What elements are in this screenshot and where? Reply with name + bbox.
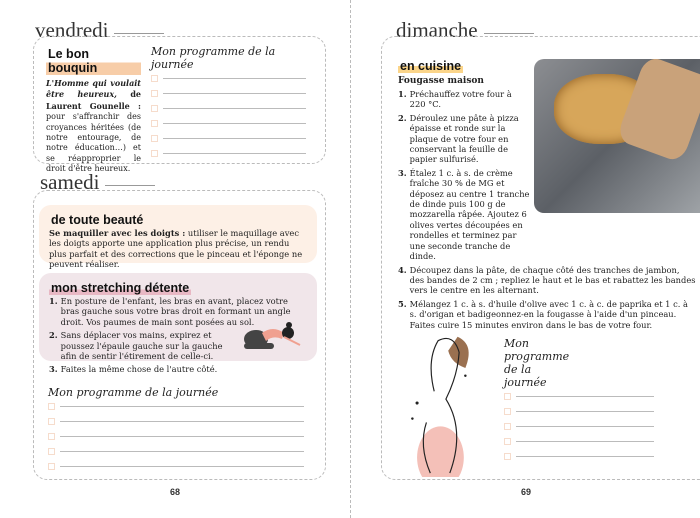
day-title-friday: vendredi bbox=[35, 18, 164, 43]
programme-line[interactable] bbox=[504, 389, 654, 404]
programme-line[interactable] bbox=[151, 86, 306, 101]
programme-line[interactable] bbox=[48, 429, 304, 444]
write-line[interactable] bbox=[163, 93, 306, 94]
section-title: en cuisine bbox=[400, 59, 462, 73]
write-line[interactable] bbox=[516, 426, 654, 427]
stretching-box bbox=[39, 273, 317, 375]
step-number: 1. bbox=[398, 89, 407, 99]
step-text: En posture de l'enfant, les bras en avant, placez votre bras gauche sous votre bras droit en formant un angle droit. Vos paumes de main sont posées au sol. bbox=[60, 296, 291, 327]
sunday-card bbox=[381, 36, 700, 480]
write-line[interactable] bbox=[60, 466, 304, 467]
programme-line[interactable] bbox=[504, 434, 654, 449]
programme-line[interactable] bbox=[48, 444, 304, 459]
fougasse-photo bbox=[534, 59, 700, 213]
step-text: Sans déplacer vos mains, expirez et poussez l'épaule gauche sur la gauche afin de sentir l'étirement de celle-ci. bbox=[60, 330, 223, 362]
step-item bbox=[398, 265, 696, 296]
programme-list bbox=[504, 337, 654, 464]
step-number: 5. bbox=[398, 298, 407, 309]
step-text: Faites la même chose de l'autre côté. bbox=[60, 364, 218, 375]
step-item bbox=[49, 364, 307, 374]
checkbox[interactable] bbox=[48, 448, 55, 455]
checkbox[interactable] bbox=[48, 418, 55, 425]
checkbox[interactable] bbox=[504, 408, 511, 415]
step-text: Déroulez une pâte à pizza épaisse et ronde sur la plaque de votre four en conservant la feuille de papier sulfurisé. bbox=[409, 112, 519, 165]
section-title: mon stretching détente bbox=[51, 281, 190, 295]
checkbox[interactable] bbox=[504, 438, 511, 445]
checkbox[interactable] bbox=[48, 463, 55, 470]
woman-illustration-icon bbox=[402, 329, 482, 477]
write-line[interactable] bbox=[163, 153, 306, 154]
programme-list bbox=[151, 45, 306, 161]
book-text bbox=[46, 78, 141, 175]
step-number: 3. bbox=[49, 364, 58, 375]
section-title: de toute beauté bbox=[51, 213, 144, 227]
checkbox[interactable] bbox=[151, 150, 158, 157]
write-line[interactable] bbox=[516, 456, 654, 457]
programme-title: Mon programme de la journée bbox=[151, 45, 276, 71]
recipe-title: Fougasse maison bbox=[398, 76, 484, 86]
programme-line[interactable] bbox=[504, 419, 654, 434]
step-item bbox=[398, 89, 530, 110]
checkbox[interactable] bbox=[151, 120, 158, 127]
saturday-card bbox=[33, 190, 326, 480]
checkbox[interactable] bbox=[151, 75, 158, 82]
checkbox[interactable] bbox=[504, 393, 511, 400]
checkbox[interactable] bbox=[151, 105, 158, 112]
step-number: 3. bbox=[398, 167, 407, 178]
step-text: Découpez dans la pâte, de chaque côté des tranches de jambon, des bandes de 2 cm ; repliez le haut et le bas et rabattez les bandes vers le centre en les alternant. bbox=[409, 264, 696, 296]
book-description: pour s'affranchir des croyances héritées (de notre entourage, de notre éducation…) et se réapproprier le droit d'être heureux. bbox=[46, 112, 141, 174]
step-text: Mélangez 1 c. à s. d'huile d'olive avec 1 c. à c. de paprika et 1 c. à s. d'origan et badigeonnez-en la fougasse à l'aide d'un pinceau. Faites cuire 15 minutes environ dans le bas de votre four. bbox=[409, 298, 688, 330]
write-line[interactable] bbox=[163, 78, 306, 79]
write-line[interactable] bbox=[60, 451, 304, 452]
step-item bbox=[398, 168, 530, 262]
write-line[interactable] bbox=[163, 108, 306, 109]
write-line[interactable] bbox=[516, 441, 654, 442]
section-title: Le bon bouquin bbox=[46, 47, 141, 75]
step-item bbox=[49, 330, 239, 361]
step-number: 1. bbox=[49, 296, 58, 306]
page-number: 68 bbox=[170, 487, 181, 497]
checkbox[interactable] bbox=[151, 135, 158, 142]
book-author: de Laurent Gounelle : bbox=[46, 89, 141, 111]
page-number: 69 bbox=[521, 487, 532, 497]
programme-list bbox=[48, 386, 304, 474]
day-title-sunday: dimanche bbox=[396, 18, 534, 43]
beauty-text bbox=[49, 228, 307, 270]
programme-line[interactable] bbox=[151, 101, 306, 116]
programme-line[interactable] bbox=[48, 399, 304, 414]
checkbox[interactable] bbox=[48, 433, 55, 440]
write-line[interactable] bbox=[60, 436, 304, 437]
page-right bbox=[350, 0, 700, 518]
programme-title: Mon programme de la journée bbox=[48, 386, 219, 399]
programme-line[interactable] bbox=[151, 71, 306, 86]
yoga-figure-icon bbox=[238, 319, 303, 351]
programme-line[interactable] bbox=[151, 116, 306, 131]
checkbox[interactable] bbox=[48, 403, 55, 410]
day-title-saturday: samedi bbox=[40, 170, 155, 195]
step-number: 2. bbox=[398, 112, 407, 123]
book-title: L'Homme qui voulait être heureux, bbox=[46, 78, 141, 100]
programme-title: Mon programme de la journée bbox=[504, 337, 570, 389]
step-text: Préchauffez votre four à 220 °C. bbox=[409, 89, 512, 110]
write-line[interactable] bbox=[60, 421, 304, 422]
programme-line[interactable] bbox=[151, 146, 306, 161]
checkbox[interactable] bbox=[504, 423, 511, 430]
programme-line[interactable] bbox=[504, 404, 654, 419]
programme-line[interactable] bbox=[48, 414, 304, 429]
step-text: Étalez 1 c. à s. de crème fraîche 30 % de MG et déposez au centre 1 tranche de dinde puis 100 g de mozzarella râpée. Ajoutez 6 olives vertes découpées en rondelles et terminez par une seconde tranche de dinde. bbox=[409, 167, 530, 262]
beauty-body: utiliser le maquillage avec les doigts apporte une application plus précise, un rendu plus parfait et des corrections que le pinceau et l'éponge ne peuvent réaliser. bbox=[49, 228, 303, 270]
programme-line[interactable] bbox=[151, 131, 306, 146]
checkbox[interactable] bbox=[151, 90, 158, 97]
step-item bbox=[398, 299, 696, 330]
beauty-box bbox=[39, 205, 317, 270]
step-number: 4. bbox=[398, 264, 407, 275]
write-line[interactable] bbox=[516, 396, 654, 397]
beauty-lead: Se maquiller avec les doigts : bbox=[49, 228, 186, 238]
write-line[interactable] bbox=[516, 411, 654, 412]
write-line[interactable] bbox=[163, 123, 306, 124]
write-line[interactable] bbox=[60, 406, 304, 407]
step-number: 2. bbox=[49, 330, 58, 341]
programme-line[interactable] bbox=[504, 449, 654, 464]
checkbox[interactable] bbox=[504, 453, 511, 460]
friday-card bbox=[33, 36, 326, 174]
programme-line[interactable] bbox=[48, 459, 304, 474]
step-item bbox=[398, 113, 530, 165]
write-line[interactable] bbox=[163, 138, 306, 139]
